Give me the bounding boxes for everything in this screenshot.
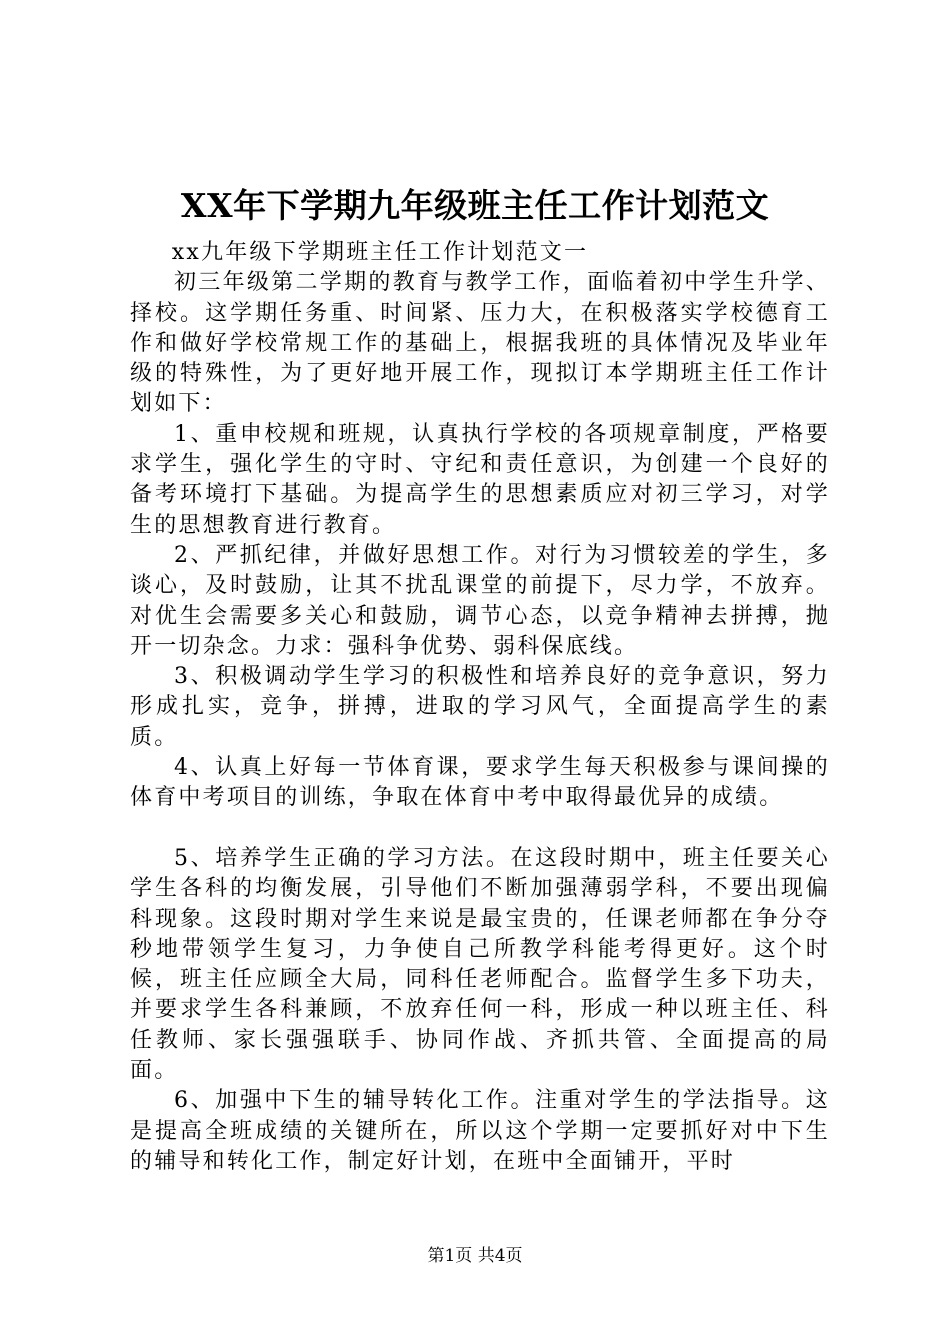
paragraph-item-6: 6、加强中下生的辅导转化工作。注重对学生的学法指导。这是提高全班成绩的关键所在，所以这个学期一定要抓好对中下生的辅导和转化工作，制定好计划，在班中全面铺开，平时 (130, 1088, 830, 1174)
paragraph-intro: 初三年级第二学期的教育与教学工作，面临着初中学生升学、择校。这学期任务重、时间紧、压力大，在积极落实学校德育工作和做好学校常规工作的基础上，根据我班的具体情况及毕业年级的特殊性，为了更好地开展工作，现拟订本学期班主任工作计划如下： (130, 270, 830, 417)
paragraph-item-4: 4、认真上好每一节体育课，要求学生每天积极参与课间操的体育中考项目的训练，争取在体育中考中取得最优异的成绩。 (130, 755, 830, 811)
document-body (130, 238, 830, 1177)
page-title: XX年下学期九年级班主任工作计划范文 (180, 186, 770, 225)
paragraph-item-1: 1、重申校规和班规，认真执行学校的各项规章制度，严格要求学生，强化学生的守时、守纪和责任意识，为创建一个良好的备考环境打下基础。为提高学生的思想素质应对初三学习，对学生的思想教育进行教育。 (130, 421, 830, 538)
blank-line (130, 814, 830, 844)
paragraph-item-2: 2、严抓纪律，并做好思想工作。对行为习惯较差的学生，多谈心，及时鼓励，让其不扰乱课堂的前提下，尽力学，不放弃。对优生会需要多关心和鼓励，调节心态，以竞争精神去拼搏，抛开一切杂念。力求：强科争优势、弱科保底线。 (130, 542, 830, 659)
document-subtitle: xx九年级下学期班主任工作计划范文一 (171, 240, 589, 265)
paragraph-item-3: 3、积极调动学生学习的积极性和培养良好的竞争意识，努力形成扎实，竞争，拼搏，进取的学习风气，全面提高学生的素质。 (130, 664, 830, 750)
page-footer: 第1页 共4页 (427, 1246, 523, 1266)
paragraph-item-5: 5、培养学生正确的学习方法。在这段时期中，班主任要关心学生各科的均衡发展，引导他们不断加强薄弱学科，不要出现偏科现象。这段时期对学生来说是最宝贵的，任课老师都在争分夺秒地带领学生复习，力争使自己所教学科能考得更好。这个时候，班主任应顾全大局，同科任老师配合。监督学生多下功夫，并要求学生各科兼顾，不放弃任何一科，形成一种以班主任、科任教师、家长强强联手、协同作战、齐抓共管、全面提高的局面。 (130, 845, 830, 1084)
